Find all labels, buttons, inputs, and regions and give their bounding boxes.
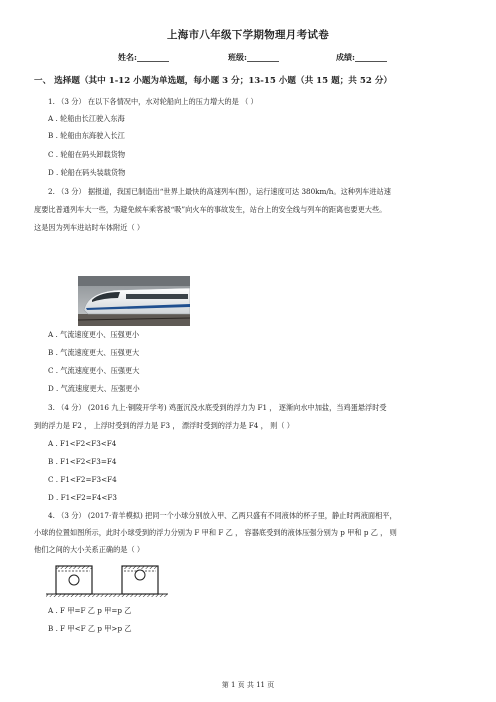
question-2-line-2: 度要比普通列车大一些，为避免候车乘客被“吸”向火车的事故发生，站台上的安全线与列车的距离也要更大些。 [34, 205, 387, 214]
question-2-line-3: 这是因为列车进站时车体附近（ ） [34, 223, 145, 232]
question-4-line-1: 4. （3 分） (2017·青羊模拟) 把同一个小球分别放入甲、乙两只盛有不同液体的杯子里，静止时两液面相平， [48, 511, 397, 520]
name-field-label: 姓名:________ [118, 52, 169, 62]
question-4-line-2: 小球的位置如图所示，此时小球受到的浮力分别为 F 甲和 F 乙 ， 容器底受到的液体压强分别为 p 甲和 p 乙 ， 则 [34, 528, 397, 537]
question-1-option-a: A . 轮船由长江驶入东海 [48, 114, 125, 123]
question-4-line-3: 他们之间的大小关系正确的是（ ） [34, 545, 145, 554]
section-heading: 一、 选择题（其中 1-12 小题为单选题，每小题 3 分；13-15 小题（共 15 题；共 52 分） [34, 76, 393, 86]
question-1-option-c: C . 轮船在码头卸载货物 [48, 150, 126, 159]
question-2-option-d: D . 气流速度更大、压强更小 [48, 384, 140, 393]
question-2-line-1: 2. （3 分） 据报道，我国已制造出“世界上最快的高速列车(图），运行速度可达 380km/h。这种列车进站速 [48, 187, 391, 196]
question-4-option-b: B . F 甲<F 乙 p 甲>p 乙 [48, 624, 132, 633]
page-title: 上海市八年级下学期物理月考试卷 [167, 29, 329, 41]
score-field-label: 成绩:________ [336, 52, 387, 62]
question-3-option-b: B . F1<F2<F3=F4 [48, 457, 117, 466]
class-field-label: 班级:________ [228, 52, 279, 62]
question-3-option-c: C . F1<F2=F3<F4 [48, 475, 117, 484]
two-beakers-diagram [46, 558, 168, 598]
question-3-option-d: D . F1<F2=F4<F3 [48, 493, 117, 502]
question-1-option-d: D . 轮船在码头装载货物 [48, 168, 126, 177]
question-3-line-1: 3. （4 分） (2016 九上·铜陵开学考) 鸡蛋沉没水底受到的浮力为 F1 ， 逐渐向水中加盐，当鸡蛋悬浮时受 [48, 403, 387, 412]
question-1-stem: 1. （3 分） 在以下各情况中，水对轮船向上的压力增大的是 （ ） [48, 97, 258, 106]
question-3-line-2: 到的浮力是 F2 ， 上浮时受到的浮力是 F3 ， 漂浮时受到的浮力是 F4 ， 则（ ） [34, 421, 294, 430]
question-4-option-a: A . F 甲=F 乙 p 甲=p 乙 [48, 606, 132, 615]
question-3-option-a: A . F1<F2<F3<F4 [48, 439, 117, 448]
question-1-option-b: B . 轮船由东海驶入长江 [48, 131, 125, 140]
page-footer: 第 1 页 共 11 页 [221, 681, 275, 689]
question-2-option-a: A . 气流速度更小、压强更小 [48, 330, 140, 339]
high-speed-train-image [78, 276, 190, 326]
question-2-option-c: C . 气流速度更小、压强更大 [48, 366, 140, 375]
question-2-option-b: B . 气流速度更大、压强更大 [48, 348, 140, 357]
